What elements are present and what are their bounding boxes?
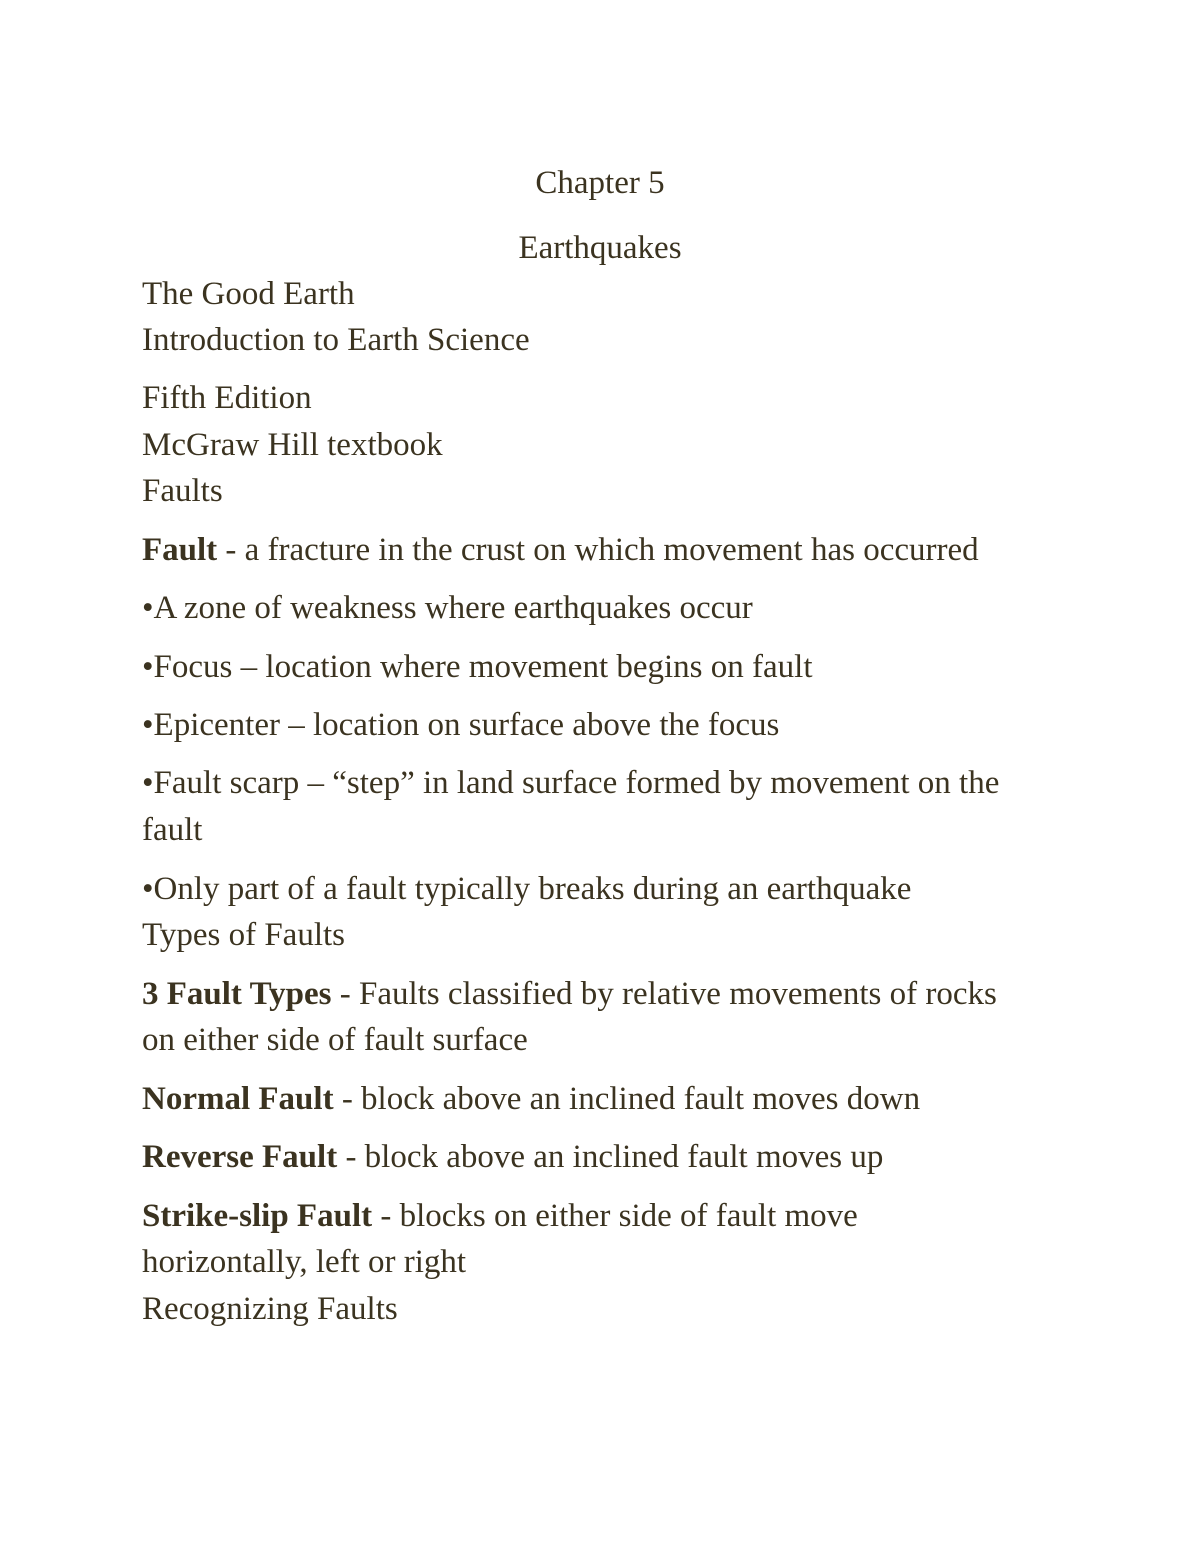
reverse-fault-text: - block above an inclined fault moves up (337, 1139, 884, 1175)
normal-fault-definition (142, 1079, 920, 1119)
strike-slip-fault-term: Strike-slip Fault (142, 1198, 373, 1234)
section-heading-faults: Faults (142, 473, 223, 509)
strike-slip-fault-definition (142, 1196, 858, 1236)
fault-definition-text: - a fracture in the crust on which movement has occurred (217, 532, 979, 568)
book-publisher: McGraw Hill textbook (142, 427, 443, 463)
book-subtitle: Introduction to Earth Science (142, 322, 530, 358)
strike-slip-continuation: horizontally, left or right (142, 1244, 467, 1280)
section-heading-types: Types of Faults (142, 917, 346, 953)
reverse-fault-term: Reverse Fault (142, 1139, 338, 1175)
strike-slip-fault-text: - blocks on either side of fault move (372, 1198, 858, 1234)
bullet-item-continuation: fault (142, 812, 203, 848)
section-heading-recognizing: Recognizing Faults (142, 1291, 398, 1327)
reverse-fault-definition (142, 1137, 883, 1177)
fault-types-text: - Faults classified by relative movements of rocks (331, 976, 997, 1012)
fault-types-term: 3 Fault Types (142, 976, 332, 1012)
book-edition: Fifth Edition (142, 380, 312, 416)
book-title: The Good Earth (142, 276, 355, 312)
chapter-heading: Chapter 5 (535, 165, 665, 201)
fault-types-continuation: on either side of fault surface (142, 1022, 528, 1058)
bullet-item: •Epicenter – location on surface above the focus (142, 707, 780, 743)
fault-term: Fault (142, 532, 218, 568)
bullet-item: •Only part of a fault typically breaks during an earthquake (142, 871, 912, 907)
bullet-item: •A zone of weakness where earthquakes occur (142, 590, 753, 626)
chapter-title: Earthquakes (518, 230, 682, 266)
normal-fault-text: - block above an inclined fault moves down (333, 1081, 921, 1117)
bullet-item: •Fault scarp – “step” in land surface formed by movement on the (142, 765, 1000, 801)
normal-fault-term: Normal Fault (142, 1081, 334, 1117)
fault-definition (142, 530, 979, 570)
fault-types-intro (142, 974, 997, 1014)
bullet-item: •Focus – location where movement begins on fault (142, 649, 813, 685)
